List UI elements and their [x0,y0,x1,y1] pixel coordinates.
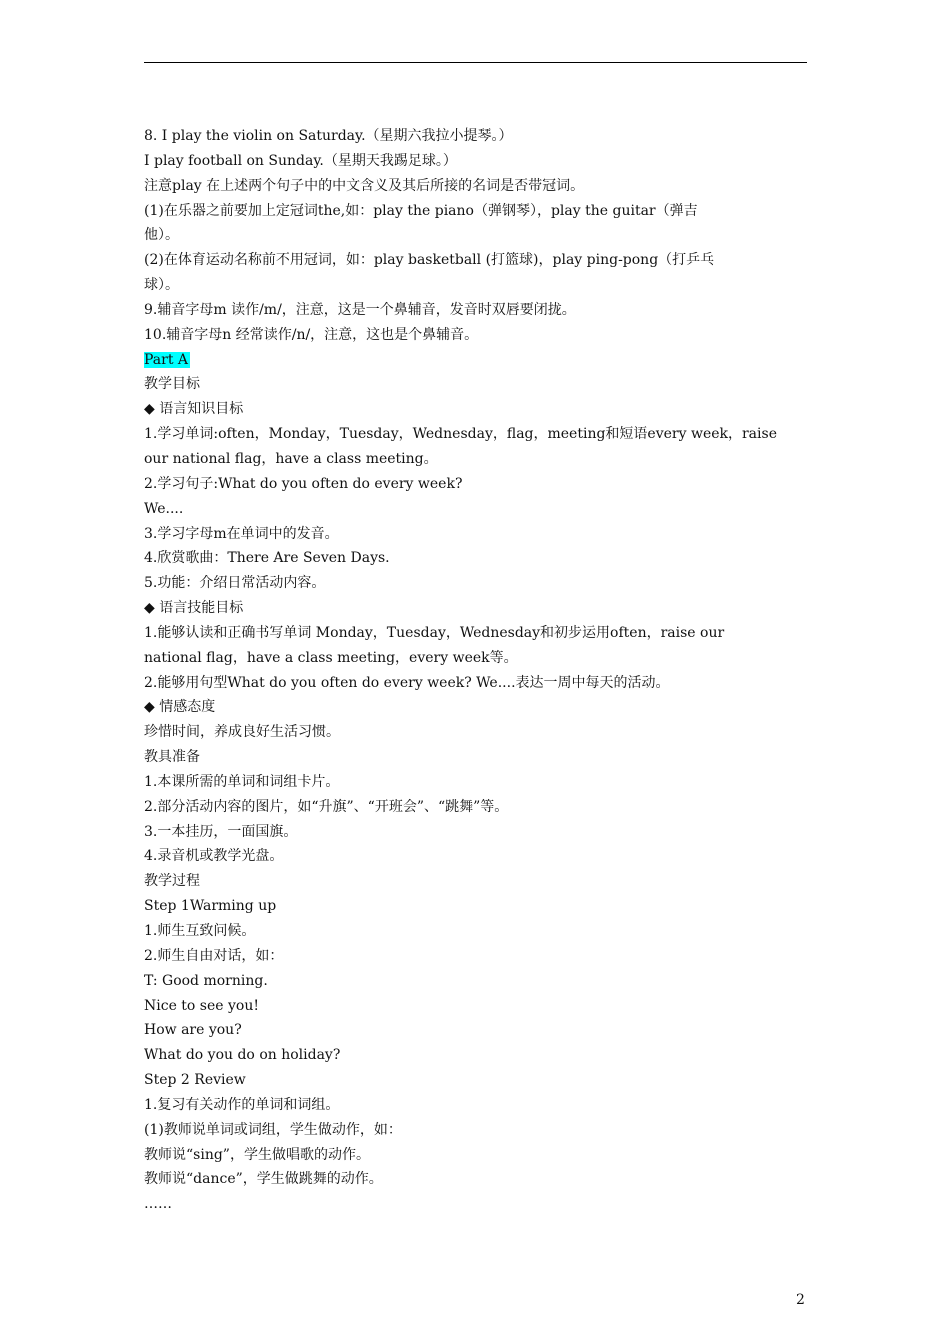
line-text: I play football on Sunday.（星期天我踢足球。） [144,152,457,169]
text-line [144,869,807,894]
line-text: our national flag，have a class meeting。 [144,450,438,467]
text-line [144,994,807,1019]
text-line [144,571,807,596]
text-line [144,1043,807,1068]
line-text: (1)在乐器之前要加上定冠词the,如：play the piano（弹钢琴），play the guitar（弹吉 [144,202,698,219]
line-text: 10.辅音字母n 经常读作/n/，注意，这也是个鼻辅音。 [144,326,479,343]
line-text: What do you do on holiday? [144,1047,341,1064]
line-text: 球）。 [144,277,179,294]
text-line [144,348,807,373]
line-text: 8. I play the violin on Saturday.（星期六我拉小提琴。） [144,128,513,144]
text-line [144,174,807,199]
line-text: (1)教师说单词或词组，学生做动作，如： [144,1121,402,1138]
line-text: 9.辅音字母m 读作/m/，注意，这是一个鼻辅音，发音时双唇要闭拢。 [144,301,576,318]
text-line [144,149,807,174]
text-line [144,472,807,497]
line-text: 教师说“dance”，学生做跳舞的动作。 [144,1171,383,1188]
line-text: 教学目标 [144,376,200,393]
line-text: Step 1Warming up [144,898,277,915]
text-line [144,770,807,795]
text-line [144,646,807,671]
line-text: 1.本课所需的单词和词组卡片。 [144,773,340,790]
line-text: 1.复习有关动作的单词和词组。 [144,1096,340,1113]
line-text: 1.能够认读和正确书写单词 Monday，Tuesday，Wednesday和初步运用often，raise our [144,624,725,641]
line-text: 2.师生自由对话，如： [144,947,284,964]
text-line [144,1093,807,1118]
text-line [144,894,807,919]
text-line [144,919,807,944]
line-text: 5.功能：介绍日常活动内容。 [144,575,326,592]
line-text: 4.欣赏歌曲：There Are Seven Days. [144,550,390,567]
line-text: 珍惜时间，养成良好生活习惯。 [144,724,340,741]
text-line [144,621,807,646]
text-line [144,422,807,447]
text-line [144,944,807,969]
line-text: 教师说“sing”，学生做唱歌的动作。 [144,1146,370,1163]
text-line [144,223,807,248]
line-text: 1.学习单词:often，Monday，Tuesday，Wednesday，flag，meeting和短语every week，raise [144,426,777,443]
text-line [144,497,807,522]
highlighted-heading: Part A [144,351,189,368]
text-line [144,298,807,323]
line-text: How are you? [144,1022,242,1039]
text-line [144,1167,807,1192]
text-line [144,124,807,149]
line-text: 1.师生互致问候。 [144,923,256,939]
line-text: …… [144,1196,172,1213]
text-line [144,969,807,994]
document-body [144,124,807,1217]
line-text: 他）。 [144,227,179,244]
line-text: 3.学习字母m在单词中的发音。 [144,525,339,542]
text-line [144,820,807,845]
text-line [144,273,807,298]
line-text: Nice to see you! [144,997,259,1014]
text-line [144,546,807,571]
line-text: 4.录音机或教学光盘。 [144,848,284,865]
text-line [144,745,807,770]
line-text: national flag，have a class meeting，every week等。 [144,649,518,666]
line-text: 2.部分活动内容的图片，如“升旗”、“开班会”、“跳舞”等。 [144,798,509,815]
line-text: 2.学习句子:What do you often do every week? [144,475,463,492]
text-line [144,1192,807,1217]
text-line [144,522,807,547]
text-line [144,323,807,348]
text-line [144,844,807,869]
text-line [144,671,807,696]
line-text: (2)在体育运动名称前不用冠词，如：play basketball (打篮球)，play ping-pong（打乒乓 [144,252,715,269]
line-text: T: Good morning. [144,972,268,989]
line-text: Step 2 Review [144,1072,246,1089]
text-line [144,1118,807,1143]
text-line [144,1068,807,1093]
text-line [144,248,807,273]
text-line [144,720,807,745]
line-text: ◆ 语言技能目标 [144,600,244,617]
text-line [144,596,807,621]
text-line [144,447,807,472]
text-line [144,372,807,397]
text-line [144,1143,807,1168]
line-text: 2.能够用句型What do you often do every week? We....表达一周中每天的活动。 [144,674,670,691]
line-text: ◆ 情感态度 [144,699,216,716]
text-line [144,1018,807,1043]
text-line [144,795,807,820]
text-line [144,397,807,422]
line-text: 教具准备 [144,749,200,766]
header-rule [144,62,807,63]
line-text: We.... [144,500,184,517]
line-text: ◆ 语言知识目标 [144,401,244,418]
line-text: 注意play 在上述两个句子中的中文含义及其后所接的名词是否带冠词。 [144,177,585,194]
text-line [144,199,807,224]
page-number: 2 [796,1292,805,1308]
line-text: 3.一本挂历，一面国旗。 [144,823,298,840]
text-line [144,695,807,720]
line-text: 教学过程 [144,873,200,890]
